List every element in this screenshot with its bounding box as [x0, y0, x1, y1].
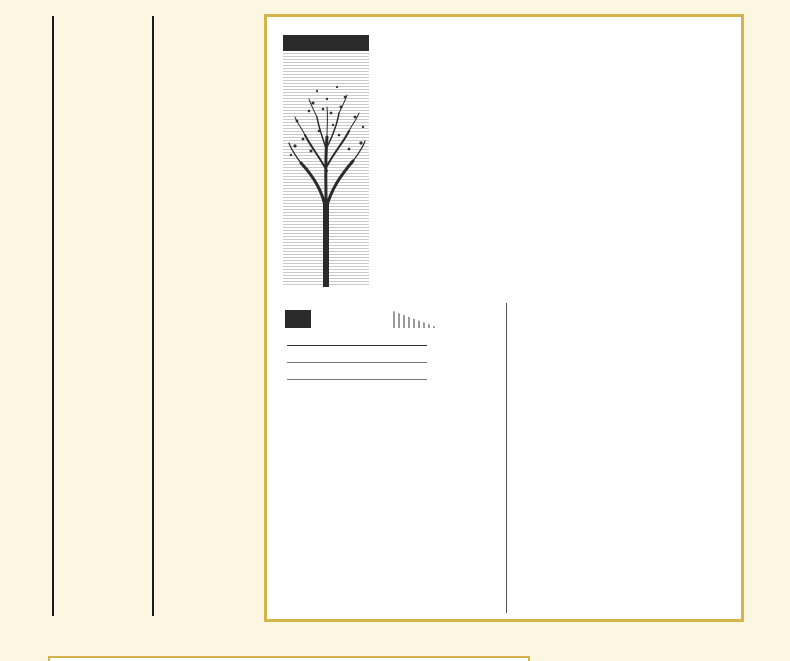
score-box — [287, 345, 437, 380]
column-divider — [506, 303, 507, 613]
section-badge — [285, 310, 311, 328]
tree-illustration — [283, 51, 369, 287]
panel-tag — [283, 35, 369, 51]
tree-icon — [283, 51, 369, 287]
section-heading — [285, 307, 445, 333]
section-stripes — [393, 311, 439, 328]
content-panel — [264, 14, 744, 622]
score-row — [287, 346, 427, 363]
next-panel-edge — [48, 656, 530, 661]
banner-rule-right — [152, 16, 154, 616]
section-number — [68, 22, 137, 92]
banner-rule-left — [52, 16, 54, 616]
score-row — [287, 363, 427, 380]
